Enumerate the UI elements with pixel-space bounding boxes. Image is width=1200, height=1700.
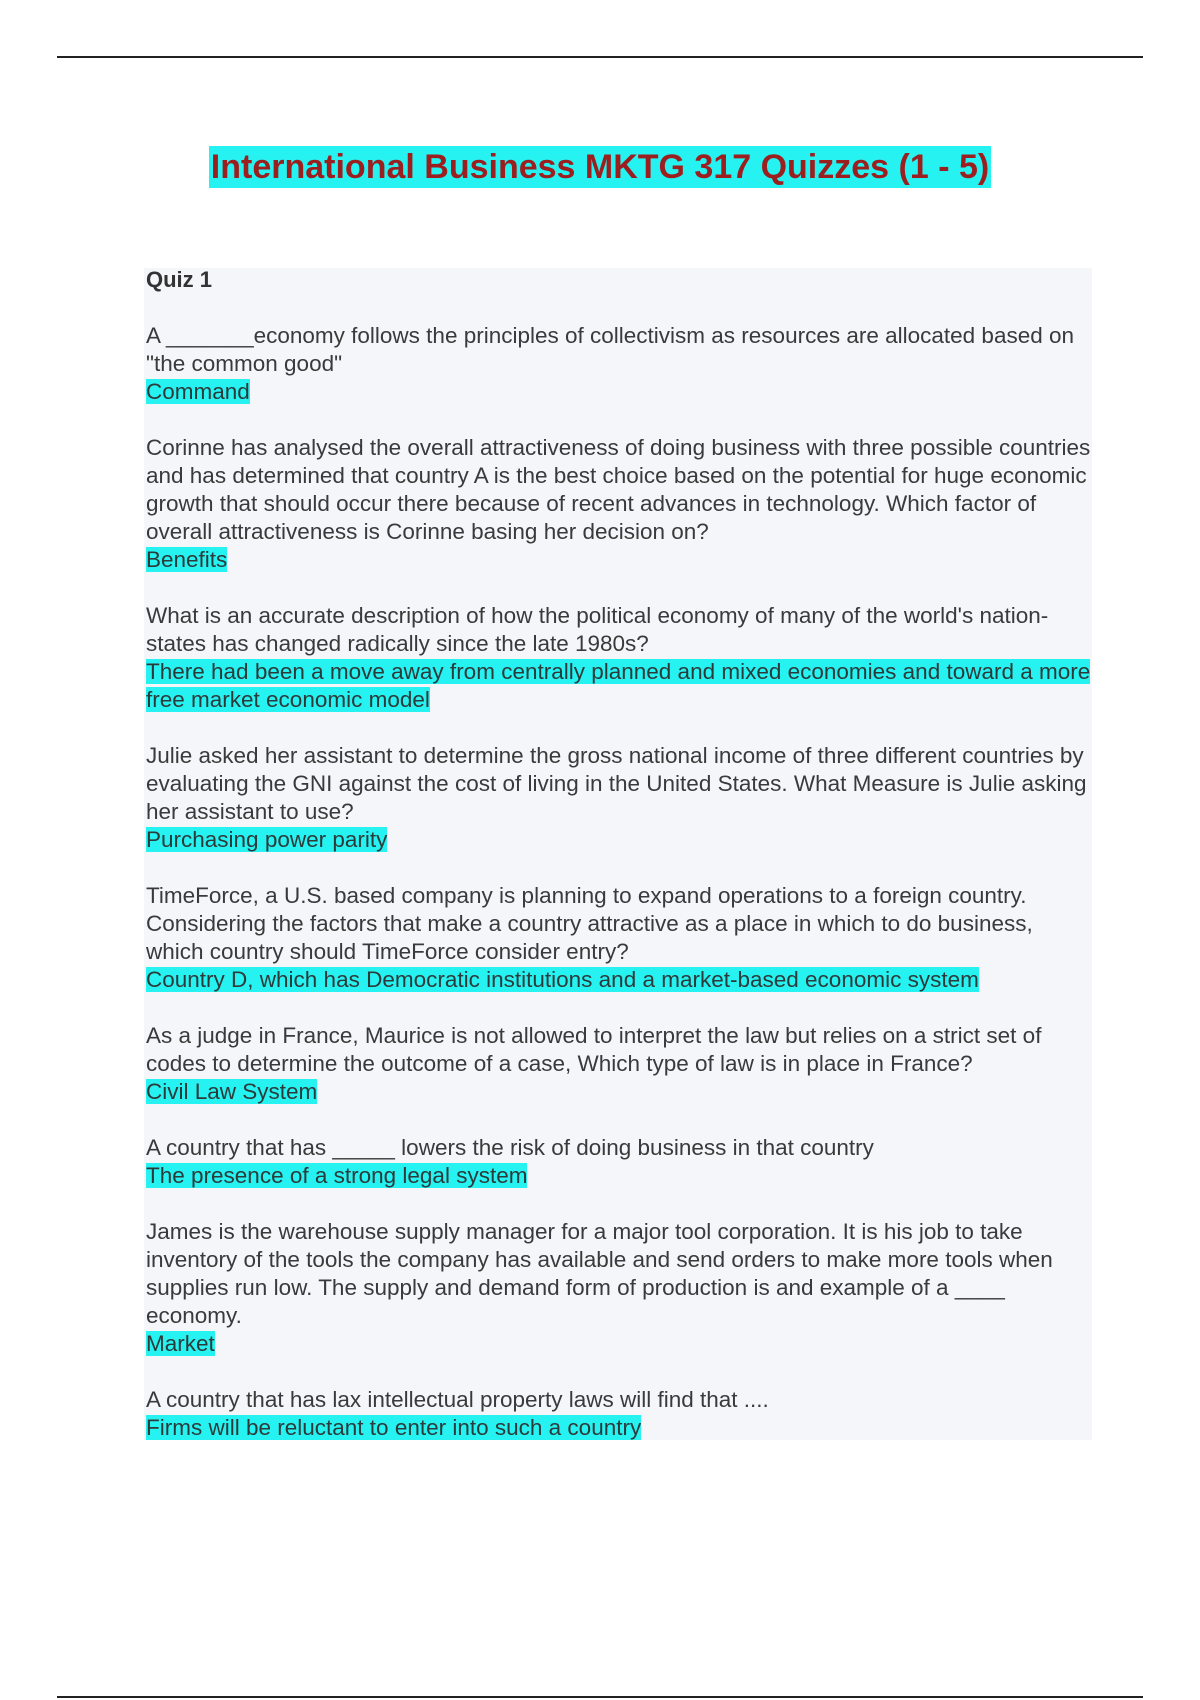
answer-highlight: There had been a move away from centrally planned and mixed economies and toward a more free market economic model bbox=[146, 659, 1091, 712]
question-text: James is the warehouse supply manager for a major tool corporation. It is his job to take inventory of the tools the company has available and send orders to make more tools when supplies run low. The supply and demand form of production is and example of a ____ economy. bbox=[146, 1219, 1053, 1328]
document-title: International Business MKTG 317 Quizzes (1 - 5) bbox=[210, 148, 990, 186]
question-text: Corinne has analysed the overall attractiveness of doing business with three possible countries and has determined that country A is the best choice based on the potential for huge economic growth that should occur there because of recent advances in technology. Which factor of overall attractiveness is Corinne basing her decision on? bbox=[146, 435, 1091, 544]
qa-item bbox=[146, 1022, 1092, 1106]
qa-item bbox=[146, 602, 1092, 714]
answer-highlight: Firms will be reluctant to enter into such a country bbox=[146, 1415, 642, 1440]
question-text: Julie asked her assistant to determine the gross national income of three different countries by evaluating the GNI against the cost of living in the United States. What Measure is Julie asking her assistant to use? bbox=[146, 743, 1087, 824]
question-text: TimeForce, a U.S. based company is planning to expand operations to a foreign country. Considering the factors that make a country attractive as a place in which to do business, which country should TimeForce consider entry? bbox=[146, 883, 1033, 964]
answer-highlight: Benefits bbox=[146, 547, 228, 572]
qa-item bbox=[146, 1218, 1092, 1358]
title-container bbox=[0, 146, 1200, 188]
answer-highlight: Civil Law System bbox=[146, 1079, 318, 1104]
answer-text bbox=[146, 1414, 1092, 1442]
answer-text bbox=[146, 1078, 1092, 1106]
question-text: A country that has lax intellectual property laws will find that .... bbox=[146, 1387, 769, 1412]
answer-text bbox=[146, 546, 1092, 574]
answer-text bbox=[146, 966, 1092, 994]
question-text: As a judge in France, Maurice is not allowed to interpret the law but relies on a strict set of codes to determine the outcome of a case, Which type of law is in place in France? bbox=[146, 1023, 1042, 1076]
answer-text bbox=[146, 1162, 1092, 1190]
answer-text bbox=[146, 658, 1092, 714]
qa-item bbox=[146, 1386, 1092, 1442]
top-rule bbox=[57, 56, 1143, 58]
answer-highlight: Purchasing power parity bbox=[146, 827, 388, 852]
quiz-content bbox=[146, 266, 1092, 1470]
quiz-heading: Quiz 1 bbox=[146, 267, 213, 292]
answer-highlight: Command bbox=[146, 379, 250, 404]
question-text: A _______economy follows the principles of collectivism as resources are allocated based on "the common good" bbox=[146, 323, 1075, 376]
qa-item bbox=[146, 434, 1092, 574]
answer-highlight: Country D, which has Democratic institutions and a market-based economic system bbox=[146, 967, 979, 992]
qa-item bbox=[146, 742, 1092, 854]
answer-highlight: Market bbox=[146, 1331, 215, 1356]
bottom-rule bbox=[57, 1696, 1143, 1698]
answer-text bbox=[146, 1330, 1092, 1358]
qa-item bbox=[146, 1134, 1092, 1190]
qa-item bbox=[146, 322, 1092, 406]
answer-highlight: The presence of a strong legal system bbox=[146, 1163, 528, 1188]
question-text: What is an accurate description of how the political economy of many of the world's nation-states has changed radically since the late 1980s? bbox=[146, 603, 1049, 656]
qa-item bbox=[146, 882, 1092, 994]
answer-text bbox=[146, 378, 1092, 406]
question-text: A country that has _____ lowers the risk of doing business in that country bbox=[146, 1135, 874, 1160]
answer-text bbox=[146, 826, 1092, 854]
